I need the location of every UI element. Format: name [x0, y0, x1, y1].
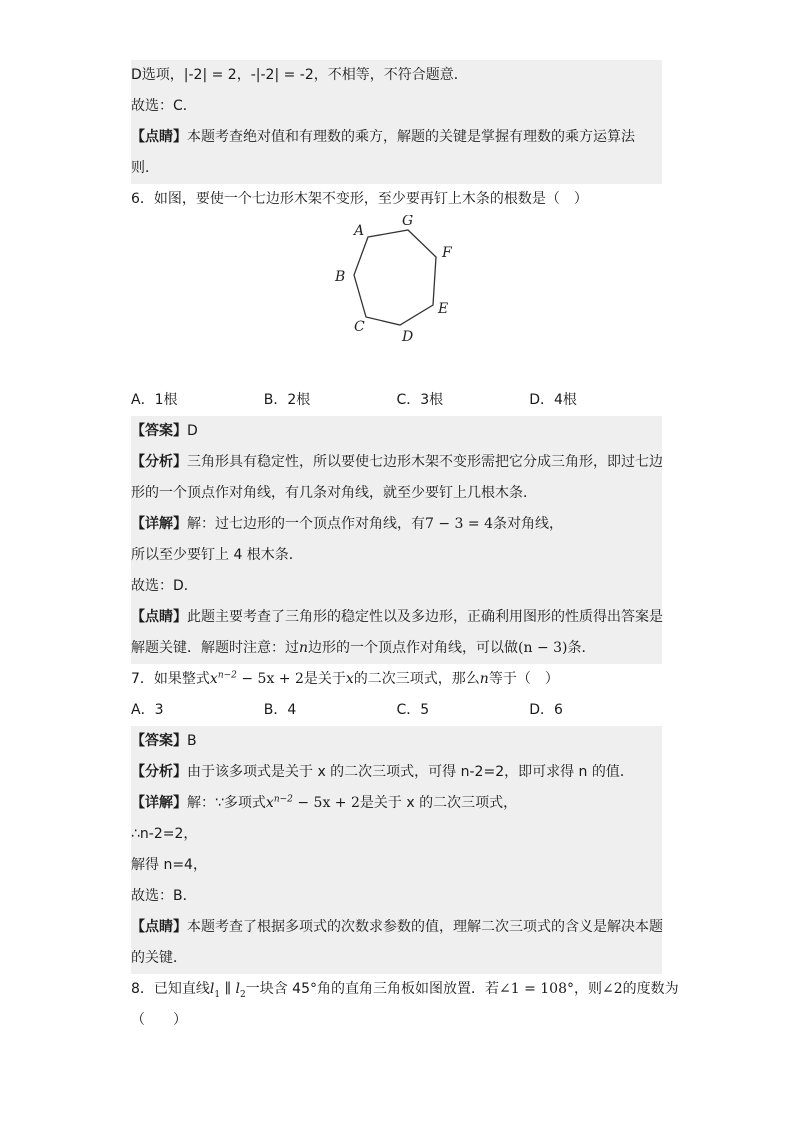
q7-analysis: 【分析】由于该多项式是关于 x 的二次三项式，可得 n-2=2，即可求得 n 的值．	[131, 764, 634, 780]
q7-comment-1: 【点睛】本题考查了根据多项式的次数求参数的值，理解二次三项式的含义是解决本题	[131, 919, 663, 935]
q6-option-b: B．2根	[263, 392, 311, 408]
document-page	[131, 60, 679, 1036]
q7-comment-2: 的关键．	[131, 950, 187, 966]
q6-answer: 【答案】D	[131, 423, 198, 439]
vertex-label-e: E	[438, 301, 449, 317]
vertex-label-a: A	[354, 223, 365, 239]
vertex-label-b: B	[335, 269, 346, 285]
q5-comment-2: 则．	[131, 160, 159, 176]
q5-d-option: D选项，|-2| = 2，-|-2| = -2，不相等，不符合题意．	[131, 67, 468, 83]
comment-tag: 【点睛】	[131, 129, 187, 145]
q6-analysis-2: 形的一个顶点作对角线，有几条对角线，就至少要钉上几根木条．	[131, 485, 537, 501]
q7-answer: 【答案】B	[131, 733, 197, 749]
detail-tag: 【详解】	[131, 795, 187, 811]
q7-stem: 7．如果整式$x^{n-2} - 5x + 2$是关于x的二次三项式，那么n等于（ ）	[131, 670, 559, 687]
q6-comment-1: 【点睛】此题主要考查了三角形的稳定性以及多边形，正确利用图形的性质得出答案是	[131, 609, 663, 625]
vertex-label-f: F	[442, 245, 452, 261]
q6-option-d: D．4根	[529, 392, 577, 408]
q8-paren: （ ）	[131, 1012, 187, 1028]
q7-option-a: A．3	[131, 702, 164, 718]
detail-tag: 【详解】	[131, 516, 187, 532]
q7-choose: 故选：B．	[131, 888, 197, 904]
comment-tag: 【点睛】	[131, 919, 187, 935]
q6-detail-2: 所以至少要钉上 4 根木条．	[131, 547, 303, 563]
vertex-label-c: C	[354, 319, 365, 335]
formula: 7 − 3 = 4	[425, 516, 493, 532]
q7-option-d: D．6	[529, 702, 563, 718]
q7-detail-3: 解得 n=4，	[131, 857, 207, 873]
q7-option-b: B．4	[263, 702, 297, 718]
heptagon-shape	[354, 230, 436, 325]
q7-option-c: C．5	[396, 702, 430, 718]
q6-comment-2: 解题关键．解题时注意：过n边形的一个顶点作对角线，可以做(n − 3)条．	[131, 640, 596, 656]
heptagon-svg	[326, 215, 476, 345]
comment-tag: 【点睛】	[131, 609, 187, 625]
q7-solution	[131, 726, 662, 974]
q7-detail-1: 【详解】解：∵多项式$x^{n-2} - 5x + 2$是关于 x 的二次三项式，	[131, 794, 518, 811]
q7-detail-2: ∴n-2=2，	[131, 826, 198, 842]
formula: (n − 3)	[518, 640, 568, 656]
q7-options	[131, 695, 662, 726]
analysis-tag: 【分析】	[131, 764, 187, 780]
q5-choose: 故选：C．	[131, 98, 197, 114]
vertex-label-d: D	[402, 329, 414, 345]
q8-stem: 8．已知直线$l_1$ ∥ $l_2$一块含 45°角的直角三角板如图放置．若∠1 = 108°，则∠2的度数为	[131, 981, 679, 1000]
heptagon-figure	[131, 215, 662, 385]
q6-option-c: C．3根	[396, 392, 444, 408]
q5-comment-1: 【点睛】本题考查绝对值和有理数的乘方，解题的关键是掌握有理数的乘方运算法	[131, 129, 635, 145]
answer-tag: 【答案】	[131, 733, 187, 749]
q6-analysis-1: 【分析】三角形具有稳定性，所以要使七边形木架不变形需把它分成三角形，即过七边	[131, 454, 663, 470]
q6-solution	[131, 416, 662, 664]
vertex-label-g: G	[402, 215, 414, 229]
answer-tag: 【答案】	[131, 423, 187, 439]
q6-options	[131, 385, 662, 416]
q5-solution	[131, 60, 662, 184]
q6-stem: 6．如图，要使一个七边形木架不变形，至少要再钉上木条的根数是（ ）	[131, 191, 588, 207]
q6-option-a: A．1根	[131, 392, 178, 408]
q6-detail-1: 【详解】解：过七边形的一个顶点作对角线，有7 − 3 = 4条对角线，	[131, 516, 563, 532]
q6-choose: 故选：D．	[131, 578, 198, 594]
analysis-tag: 【分析】	[131, 454, 187, 470]
